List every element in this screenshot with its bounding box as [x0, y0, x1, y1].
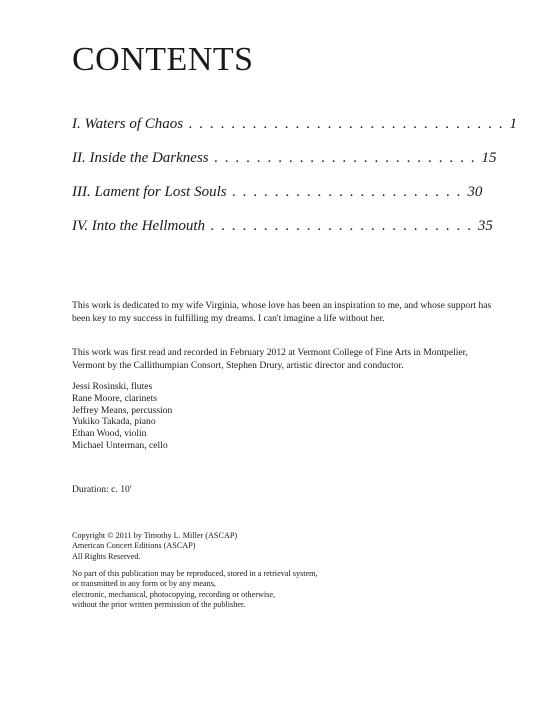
toc-entry: [72, 147, 497, 181]
toc-entry: [72, 215, 493, 249]
rights-notice: [72, 569, 492, 611]
toc-entry-leader: . . . . . . . . . . . . . . . . . . . . . . . . .: [205, 218, 478, 234]
toc-entry-page: 15: [481, 150, 497, 166]
toc-entry-leader: . . . . . . . . . . . . . . . . . . . . . .: [226, 184, 468, 200]
performer-line: Jeffrey Means, percussion: [72, 404, 173, 416]
toc-entry-page: 1: [509, 116, 517, 132]
toc-entry-title: III. Lament for Lost Souls: [72, 184, 227, 200]
copyright-line: Copyright © 2011 by Timothy L. Miller (ASCAP): [72, 531, 238, 540]
rights-line: or transmitted in any form or by any means,: [72, 579, 216, 589]
copyright-notice: [72, 531, 492, 562]
toc-entry: [72, 181, 483, 215]
performer-line: Michael Unterman, cello: [72, 439, 168, 451]
duration-text: Duration: c. 10': [72, 484, 132, 495]
performer-line: Yukiko Takada, piano: [72, 416, 156, 428]
toc-entry-leader: . . . . . . . . . . . . . . . . . . . . . . . . .: [208, 150, 482, 166]
dedication-paragraph: This work is dedicated to my wife Virginia, whose love has been an inspiration to me, and whose support has been key to my success in fulfilling my dreams. I can't imagine a life without her.: [72, 300, 492, 324]
rights-line: No part of this publication may be reproduced, stored in a retrieval system,: [72, 569, 318, 578]
copyright-line: All Rights Reserved.: [72, 551, 141, 561]
toc-entry-title: I. Waters of Chaos: [72, 116, 184, 132]
rights-line: electronic, mechanical, photocopying, recording or otherwise,: [72, 589, 276, 599]
performer-line: Rane Moore, clarinets: [72, 392, 157, 404]
table-of-contents: [72, 113, 517, 249]
toc-entry-page: 35: [477, 218, 493, 234]
performer-list: [72, 381, 492, 452]
page-title: CONTENTS: [72, 41, 254, 78]
premiere-paragraph: This work was first read and recorded in February 2012 at Vermont College of Fine Arts in Montpelier, Vermont by the Callithumpian Consort, Stephen Drury, artistic director and conductor.: [72, 347, 468, 371]
rights-line: without the prior written permission of the publisher.: [72, 600, 246, 610]
toc-entry-title: II. Inside the Darkness: [72, 150, 209, 166]
copyright-line: American Concert Editions (ASCAP): [72, 541, 196, 551]
toc-entry-page: 30: [467, 184, 483, 200]
toc-entry-leader: . . . . . . . . . . . . . . . . . . . . . . . . . . . . . .: [183, 116, 510, 132]
performer-line: Ethan Wood, violin: [72, 428, 147, 440]
toc-entry-title: IV. Into the Hellmouth: [72, 218, 206, 234]
performer-line: Jessi Rosinski, flutes: [72, 381, 153, 392]
toc-entry: [72, 113, 517, 147]
